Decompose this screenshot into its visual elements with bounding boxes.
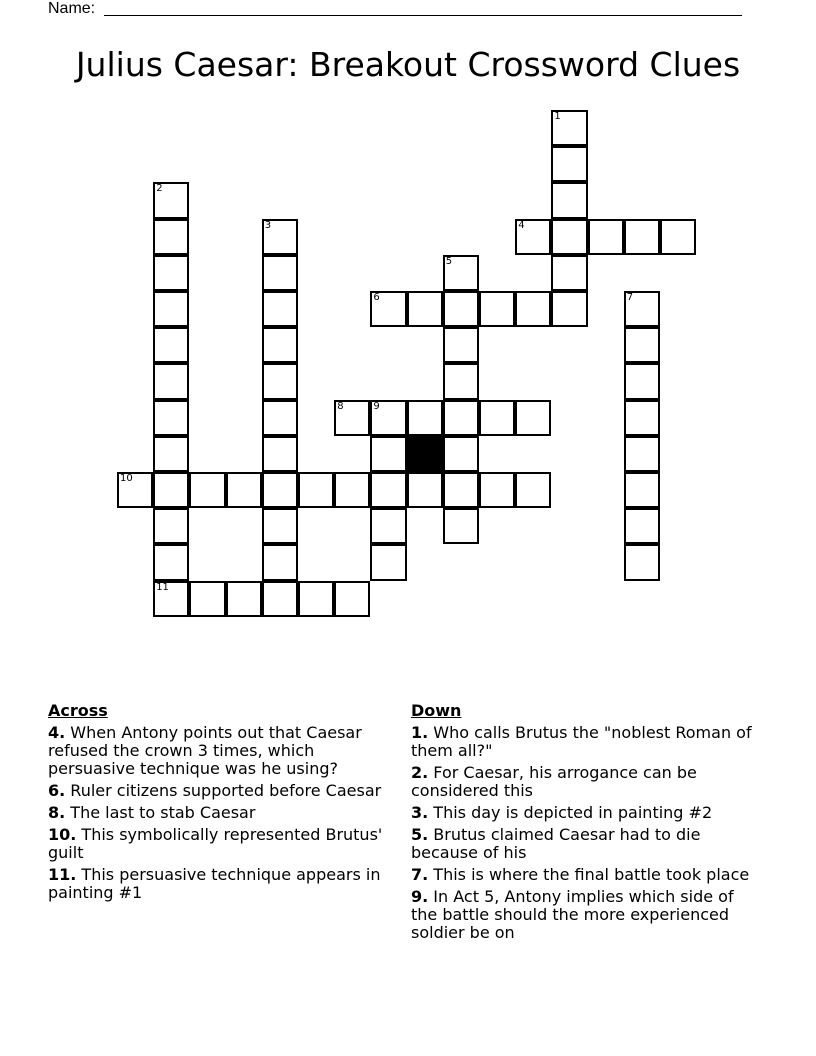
crossword-cell[interactable] (153, 219, 189, 255)
crossword-cell[interactable] (334, 581, 370, 617)
crossword-cell[interactable] (443, 363, 479, 399)
crossword-cell[interactable] (153, 255, 189, 291)
crossword-cell[interactable] (443, 327, 479, 363)
crossword-cell[interactable] (407, 400, 443, 436)
clue-number-label: 10. (48, 825, 77, 844)
crossword-cell[interactable] (370, 291, 406, 327)
clue-text: This persuasive technique appears in painting #1 (48, 865, 381, 902)
crossword-cell[interactable] (515, 219, 551, 255)
across-clue (48, 826, 398, 862)
crossword-cell[interactable] (624, 400, 660, 436)
crossword-cell[interactable] (153, 182, 189, 218)
crossword-cell[interactable] (262, 327, 298, 363)
crossword-cell[interactable] (443, 255, 479, 291)
crossword-cell[interactable] (262, 255, 298, 291)
clue-number: 6 (373, 292, 380, 303)
crossword-cell[interactable] (262, 472, 298, 508)
crossword-cell[interactable] (262, 508, 298, 544)
clue-number: 4 (518, 219, 525, 231)
clue-number-label: 8. (48, 803, 66, 822)
clue-number-label: 2. (411, 763, 429, 782)
down-clue (411, 866, 761, 884)
crossword-cell[interactable] (189, 472, 225, 508)
clue-text: In Act 5, Antony implies which side of the battle should the more experienced soldier be on (411, 887, 734, 942)
crossword-cell[interactable] (262, 436, 298, 472)
crossword-cell[interactable] (515, 472, 551, 508)
clue-number-label: 6. (48, 781, 66, 800)
down-clues (411, 702, 761, 946)
crossword-cell[interactable] (551, 255, 587, 291)
black-square (407, 436, 443, 472)
crossword-cell[interactable] (370, 400, 406, 436)
across-heading: Across (48, 701, 108, 720)
crossword-cell[interactable] (226, 472, 262, 508)
crossword-cell[interactable] (515, 400, 551, 436)
clue-number: 3 (264, 219, 272, 231)
clue-text: This day is depicted in painting #2 (428, 803, 713, 822)
clue-text: This is where the final battle took place (428, 865, 750, 884)
crossword-cell[interactable] (153, 327, 189, 363)
crossword-cell[interactable] (153, 291, 189, 327)
crossword-cell[interactable] (624, 291, 660, 327)
crossword-cell[interactable] (153, 581, 189, 617)
crossword-cell[interactable] (334, 472, 370, 508)
clue-number-label: 5. (411, 825, 429, 844)
clue-number: 11 (156, 581, 169, 593)
crossword-cell[interactable] (153, 472, 189, 508)
crossword-cell[interactable] (262, 581, 298, 617)
clue-number-label: 3. (411, 803, 429, 822)
clue-text: Who calls Brutus the "noblest Roman of them all?" (411, 723, 752, 760)
down-clue (411, 888, 761, 942)
crossword-cell[interactable] (226, 581, 262, 617)
crossword-cell[interactable] (624, 327, 660, 363)
crossword-cell[interactable] (370, 436, 406, 472)
crossword-cell[interactable] (117, 472, 153, 508)
crossword-cell[interactable] (298, 581, 334, 617)
crossword-cell[interactable] (588, 219, 624, 255)
crossword-cell[interactable] (153, 400, 189, 436)
crossword-cell[interactable] (624, 219, 660, 255)
crossword-cell[interactable] (262, 363, 298, 399)
page-title: Julius Caesar: Breakout Crossword Clues (75, 45, 741, 84)
crossword-cell[interactable] (443, 400, 479, 436)
clue-number-label: 11. (48, 865, 77, 884)
crossword-cell[interactable] (479, 400, 515, 436)
crossword-cell[interactable] (370, 544, 406, 580)
crossword-cell[interactable] (153, 544, 189, 580)
crossword-cell[interactable] (153, 508, 189, 544)
down-clue (411, 826, 761, 862)
crossword-cell[interactable] (443, 472, 479, 508)
clue-number: 9 (373, 400, 380, 412)
crossword-cell[interactable] (262, 400, 298, 436)
across-clue (48, 782, 398, 800)
clue-text: The last to stab Caesar (65, 803, 256, 822)
crossword-cell[interactable] (660, 219, 696, 255)
crossword-cell[interactable] (443, 291, 479, 327)
crossword-cell[interactable] (189, 581, 225, 617)
crossword-cell[interactable] (153, 363, 189, 399)
crossword-cell[interactable] (551, 291, 587, 327)
crossword-cell[interactable] (370, 472, 406, 508)
clue-number: 7 (626, 292, 634, 303)
across-clue (48, 866, 398, 902)
crossword-cell[interactable] (515, 291, 551, 327)
clue-number: 1 (554, 111, 561, 122)
crossword-cell[interactable] (407, 291, 443, 327)
crossword-cell[interactable] (407, 472, 443, 508)
clue-text: When Antony points out that Caesar refused the crown 3 times, which persuasive technique was he using? (48, 723, 362, 778)
crossword-cell[interactable] (153, 436, 189, 472)
clue-number: 2 (156, 183, 163, 195)
down-clue (411, 804, 761, 822)
crossword-cell[interactable] (262, 291, 298, 327)
crossword-cell[interactable] (551, 110, 587, 146)
clue-text: Ruler citizens supported before Caesar (65, 781, 382, 800)
crossword-cell[interactable] (443, 508, 479, 544)
clue-number: 5 (445, 255, 453, 267)
down-clue (411, 764, 761, 800)
crossword-cell[interactable] (443, 436, 479, 472)
crossword-cell[interactable] (551, 146, 587, 182)
clue-number-label: 4. (48, 723, 66, 742)
across-clues (48, 702, 398, 906)
crossword-cell[interactable] (262, 219, 298, 255)
across-clue (48, 724, 398, 778)
name-label: Name: (48, 0, 96, 17)
down-heading: Down (411, 701, 462, 720)
crossword-cell[interactable] (479, 472, 515, 508)
crossword-cell[interactable] (479, 291, 515, 327)
crossword-cell[interactable] (334, 400, 370, 436)
crossword-cell[interactable] (624, 436, 660, 472)
clue-text: For Caesar, his arrogance can be considered this (411, 763, 697, 800)
crossword-cell[interactable] (624, 472, 660, 508)
crossword-cell[interactable] (551, 182, 587, 218)
crossword-cell[interactable] (298, 472, 334, 508)
crossword-cell[interactable] (370, 508, 406, 544)
crossword-cell[interactable] (624, 544, 660, 580)
clue-number-label: 9. (411, 887, 429, 906)
clue-text: This symbolically represented Brutus' guilt (48, 825, 383, 862)
crossword-cell[interactable] (624, 508, 660, 544)
down-clue (411, 724, 761, 760)
across-clue (48, 804, 398, 822)
crossword-cell[interactable] (551, 219, 587, 255)
crossword-cell[interactable] (624, 363, 660, 399)
clue-number: 8 (337, 400, 344, 412)
clue-number: 10 (120, 473, 133, 484)
clue-text: Brutus claimed Caesar had to die because of his (411, 825, 701, 862)
crossword-cell[interactable] (262, 544, 298, 580)
clue-number-label: 7. (411, 865, 429, 884)
clue-number-label: 1. (411, 723, 429, 742)
